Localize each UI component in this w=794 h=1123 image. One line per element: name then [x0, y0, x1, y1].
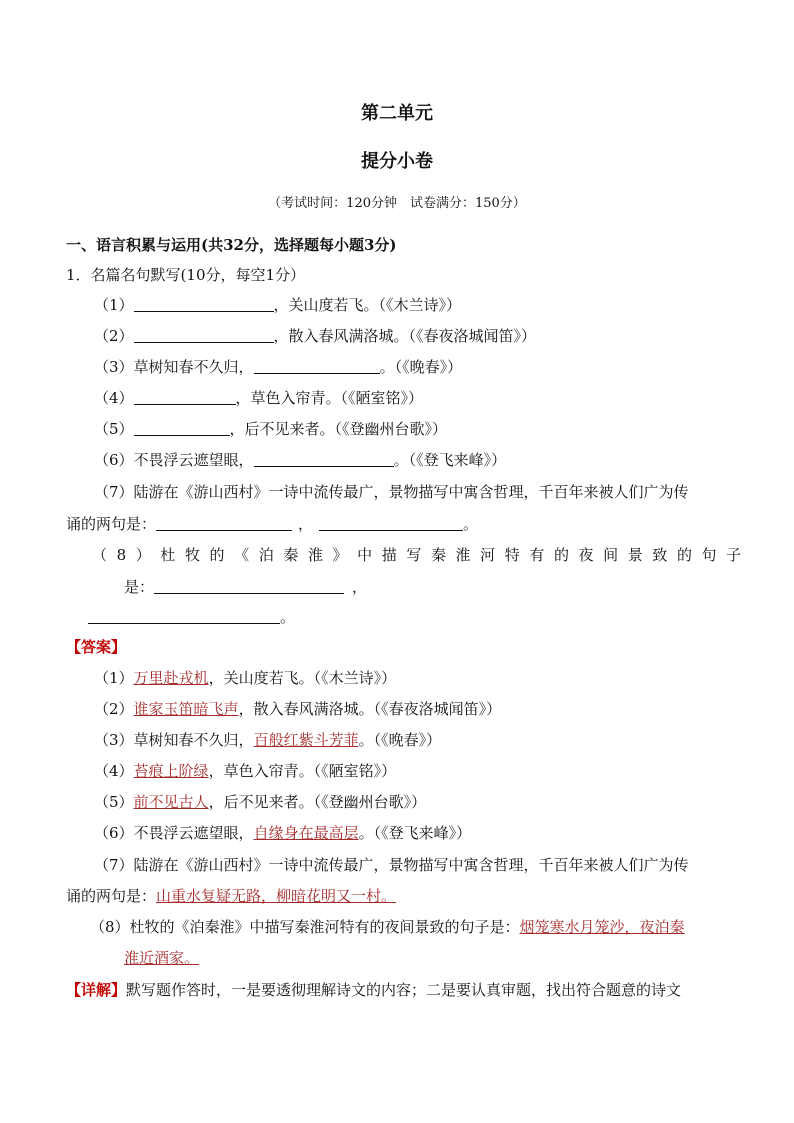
question-item-5: （5） ，后不见来者。（《登幽州台歌》）	[94, 420, 448, 438]
answer-item-7-line1: （7）陆游在《游山西村》一诗中流传最广，景物描写中寓含哲理，千百年来被人们广为传	[94, 856, 689, 874]
question-item-8-line2: 是： ，	[124, 578, 368, 596]
answer-blank[interactable]	[154, 577, 344, 594]
answer-item-8-line1: （8）杜牧的《泊秦淮》中描写秦淮河特有的夜间景致的句子是：烟笼寒水月笼沙，夜泊秦	[90, 918, 685, 936]
answer-item-2: （2）谁家玉笛暗飞声，散入春风满洛城。（《春夜洛城闻笛》）	[94, 700, 502, 718]
question-item-4: （4） ，草色入帘青。（《陋室铭》）	[94, 389, 424, 407]
answer-blank[interactable]	[134, 388, 236, 405]
question-item-8-line3: 。	[88, 606, 295, 628]
answer-item-6: （6）不畏浮云遮望眼，自缘身在最高层。（《登飞来峰》）	[94, 824, 472, 842]
answer-blank[interactable]	[156, 514, 292, 531]
answer-blank[interactable]	[254, 357, 380, 374]
section-heading: 一、语言积累与运用(共32分，选择题每小题3分)	[66, 236, 397, 254]
answer-blank[interactable]	[319, 514, 463, 531]
question-item-7-line1: （7）陆游在《游山西村》一诗中流传最广，景物描写中寓含哲理，千百年来被人们广为传	[94, 483, 689, 501]
question-item-1: （1） ，关山度若飞。（《木兰诗》）	[94, 296, 462, 314]
detail-paragraph: 【详解】默写题作答时，一是要透彻理解诗文的内容；二是要认真审题，找出符合题意的诗文	[66, 981, 682, 999]
question-stem: 1．名篇名句默写(10分，每空1分）	[66, 266, 306, 284]
unit-title: 第二单元	[361, 103, 433, 124]
exam-info: （考试时间：120分钟 试卷满分：150分）	[268, 196, 526, 211]
answer-blank[interactable]	[88, 607, 280, 624]
answer-label: 【答案】	[66, 638, 127, 656]
answer-item-1: （1）万里赴戎机，关山度若飞。（《木兰诗》）	[94, 669, 397, 687]
question-item-7-line2: 诵的两句是： ， 。	[66, 515, 479, 533]
answer-item-3: （3）草树知春不久归，百般红紫斗芳菲。（《晚春》）	[94, 731, 442, 749]
question-item-6: （6）不畏浮云遮望眼， 。（《登飞来峰》）	[94, 451, 507, 469]
answer-item-8-line2: 淮近酒家。	[124, 949, 200, 967]
answer-blank[interactable]	[134, 326, 274, 343]
detail-label: 【详解】	[66, 981, 127, 999]
answer-item-4: （4）苔痕上阶绿，草色入帘青。（《陋室铭》）	[94, 762, 397, 780]
answer-blank[interactable]	[134, 295, 274, 312]
answer-blank[interactable]	[134, 419, 230, 436]
question-item-2: （2） ，散入春风满洛城。（《春夜洛城闻笛》）	[94, 327, 537, 345]
answer-blank[interactable]	[254, 450, 394, 467]
page-subtitle: 提分小卷	[361, 151, 433, 172]
question-item-8-line1: （8）杜牧的《泊秦淮》中描写秦淮河特有的夜间景致的句子	[92, 546, 751, 564]
question-item-3: （3）草树知春不久归， 。（《晚春》）	[94, 358, 463, 376]
answer-item-5: （5）前不见古人，后不见来者。（《登幽州台歌》）	[94, 793, 427, 811]
answer-item-7-line2: 诵的两句是：山重水复疑无路，柳暗花明又一村。	[66, 887, 397, 905]
